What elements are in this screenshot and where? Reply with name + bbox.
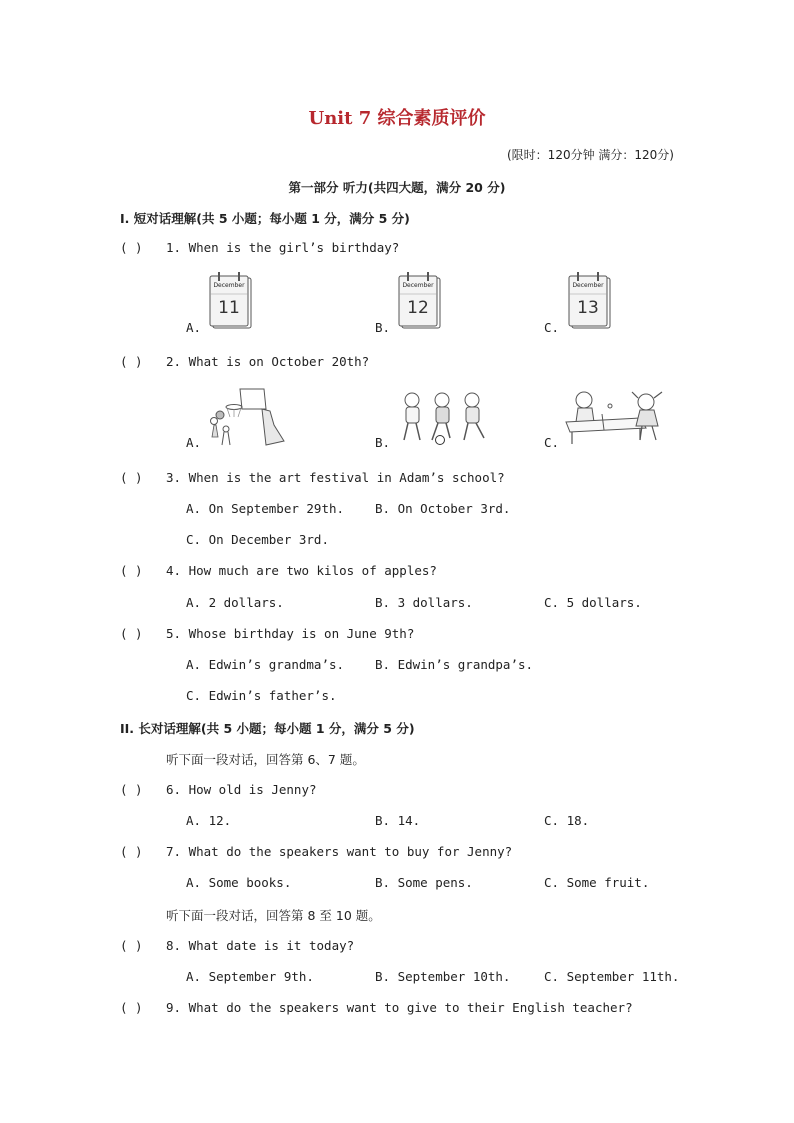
option-b: B. Edwin’s grandpa’s.	[375, 657, 534, 672]
question-text: 7. What do the speakers want to buy for Jenny?	[166, 844, 513, 859]
question-9	[120, 1000, 633, 1015]
page-title: Unit 7 综合素质评价	[308, 108, 486, 129]
question-text: 2. What is on October 20th?	[166, 354, 370, 369]
calendar-day: 12	[407, 298, 429, 318]
answer-blank[interactable]: ( )	[120, 844, 143, 859]
question-text: 5. Whose birthday is on June 9th?	[166, 626, 415, 641]
question-5	[120, 626, 414, 641]
answer-blank[interactable]: ( )	[120, 782, 143, 797]
answer-blank[interactable]: ( )	[120, 563, 143, 578]
section-2-title: II. 长对话理解(共 5 小题；每小题 1 分，满分 5 分)	[120, 721, 415, 736]
option-c: C. 5 dollars.	[544, 595, 642, 610]
ping-pong-icon	[566, 388, 670, 444]
time-limit: (限时：120分钟 满分：120分)	[507, 148, 674, 162]
option-b: B. 3 dollars.	[375, 595, 473, 610]
option-a: A. 12.	[186, 813, 232, 828]
option-c: C. September 11th.	[544, 969, 680, 984]
option-a: A. September 9th.	[186, 969, 314, 984]
option-c: C. Some fruit.	[544, 875, 650, 890]
question-4	[120, 563, 437, 578]
question-text: 4. How much are two kilos of apples?	[166, 563, 437, 578]
question-2	[120, 354, 369, 369]
part-title: 第一部分 听力(共四大题，满分 20 分)	[288, 180, 506, 195]
calendar-month: December	[572, 282, 604, 289]
question-8	[120, 938, 354, 953]
option-a: A. Some books.	[186, 875, 292, 890]
answer-blank[interactable]: ( )	[120, 938, 143, 953]
question-6	[120, 782, 317, 797]
option-c: C. On December 3rd.	[186, 532, 329, 547]
option-a: A. On September 29th.	[186, 501, 345, 516]
instruction-note: 听下面一段对话，回答第 6、7 题。	[166, 752, 365, 767]
option-b: B. On October 3rd.	[375, 501, 511, 516]
instruction-note: 听下面一段对话，回答第 8 至 10 题。	[166, 908, 381, 923]
option-a: A. Edwin’s grandma’s.	[186, 657, 345, 672]
option-letter: B.	[375, 320, 391, 335]
section-1-title: I. 短对话理解(共 5 小题；每小题 1 分，满分 5 分)	[120, 211, 410, 226]
option-b: B. September 10th.	[375, 969, 511, 984]
option-letter: A.	[186, 320, 202, 335]
calendar-icon	[205, 272, 259, 332]
option-b: B. Some pens.	[375, 875, 473, 890]
basketball-icon	[204, 385, 284, 447]
answer-blank[interactable]: ( )	[120, 1000, 143, 1015]
option-letter: C.	[544, 435, 560, 450]
option-letter: C.	[544, 320, 560, 335]
option-letter: B.	[375, 435, 391, 450]
calendar-month: December	[213, 282, 245, 289]
option-c: C. Edwin’s father’s.	[186, 688, 337, 703]
question-text: 3. When is the art festival in Adam’s school?	[166, 470, 505, 485]
option-letter: A.	[186, 435, 202, 450]
answer-blank[interactable]: ( )	[120, 470, 143, 485]
question-1	[120, 240, 399, 255]
answer-blank[interactable]: ( )	[120, 626, 143, 641]
calendar-day: 11	[218, 298, 240, 318]
question-text: 8. What date is it today?	[166, 938, 355, 953]
calendar-icon	[564, 272, 618, 332]
question-text: 6. How old is Jenny?	[166, 782, 317, 797]
soccer-players-icon	[398, 390, 496, 446]
question-7	[120, 844, 512, 859]
answer-blank[interactable]: ( )	[120, 354, 143, 369]
option-c: C. 18.	[544, 813, 590, 828]
calendar-month: December	[402, 282, 434, 289]
question-3	[120, 470, 505, 485]
answer-blank[interactable]: ( )	[120, 240, 143, 255]
calendar-icon	[394, 272, 448, 332]
option-a: A. 2 dollars.	[186, 595, 284, 610]
calendar-day: 13	[577, 298, 599, 318]
option-b: B. 14.	[375, 813, 421, 828]
question-text: 1. When is the girl’s birthday?	[166, 240, 400, 255]
question-text: 9. What do the speakers want to give to their English teacher?	[166, 1000, 633, 1015]
